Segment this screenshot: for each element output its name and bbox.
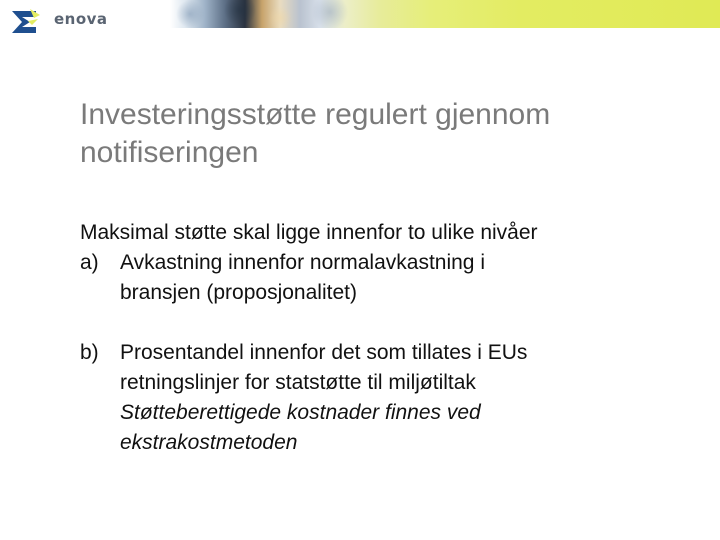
- list-item-b-line-1: Prosentandel innenfor det som tillates i EUs: [120, 341, 528, 364]
- slide-body: [80, 218, 680, 458]
- list-item-a-line-2: bransjen (proposjonalitet): [120, 281, 357, 304]
- list-item-b: [80, 338, 680, 458]
- list-item-b-note-line-1: Støtteberettigede kostnader finnes ved: [120, 401, 481, 424]
- title-line-1: Investeringsstøtte regulert gjennom: [80, 98, 551, 131]
- list-item-a-line-1: Avkastning innenfor normalavkastning i: [120, 251, 485, 274]
- banner-photo-strip: [170, 0, 370, 28]
- logo-wordmark: enova: [54, 10, 108, 28]
- title-line-2: notifiseringen: [80, 136, 259, 169]
- list-item-a: [80, 248, 680, 308]
- enova-logo-icon: [10, 9, 46, 35]
- intro-text: Maksimal støtte skal ligge innenfor to ulike nivåer: [80, 221, 538, 244]
- list-item-b-line-2: retningslinjer for statstøtte til miljøtiltak: [120, 371, 476, 394]
- list-marker-b: b): [80, 341, 99, 364]
- logo: [0, 0, 150, 36]
- list-item-b-note-line-2: ekstrakostmetoden: [120, 431, 298, 454]
- header-banner: [0, 0, 720, 36]
- list-marker-a: a): [80, 251, 99, 274]
- slide-title: [80, 96, 680, 172]
- spacer: [80, 308, 680, 338]
